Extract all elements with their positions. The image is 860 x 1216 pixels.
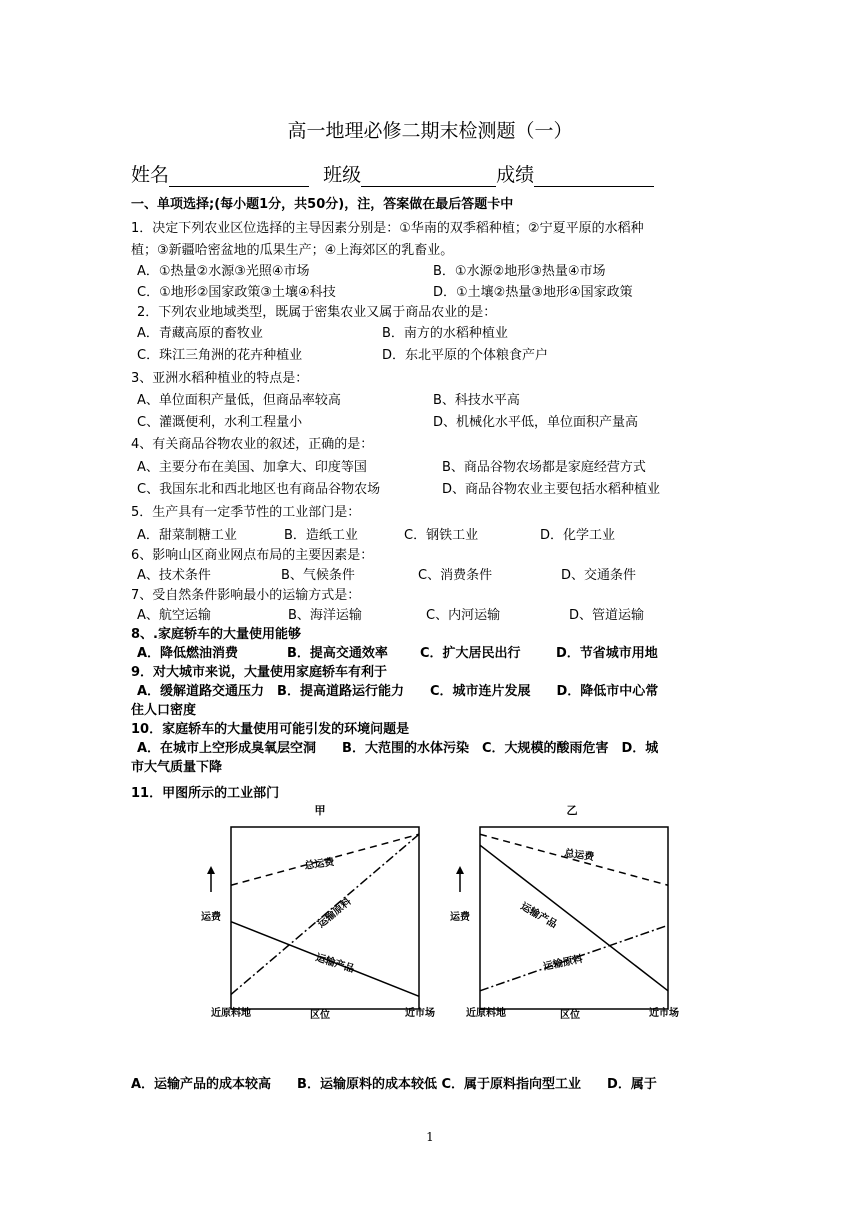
q6-option-b: B、气候条件 (281, 568, 355, 583)
q11-options: A．运输产品的成本较高 B．运输原料的成本较低 C．属于原料指向型工业 D．属于 (131, 1077, 657, 1092)
class-label: 班级 (323, 164, 362, 186)
q9-options-cont: 住人口密度 (131, 703, 197, 718)
q2-option-c: C．珠江三角洲的花卉种植业 (137, 348, 303, 363)
q1-stem-line1: 1．决定下列农业区位选择的主导因素分别是：①华南的双季稻种植；②宁夏平原的水稻种 (131, 221, 644, 236)
score-blank[interactable] (534, 166, 654, 187)
series-label: 运输产品 (314, 952, 356, 976)
series-label: 总运费 (563, 848, 595, 864)
q7-option-d: D、管道运输 (569, 608, 645, 623)
q1-option-b: B．①水源②地形③热量④市场 (433, 264, 606, 279)
q3-option-b: B、科技水平高 (433, 393, 520, 408)
q5-stem: 5．生产具有一定季节性的工业部门是： (131, 505, 361, 520)
q10-options: A．在城市上空形成臭氧层空洞 B．大范围的水体污染 C．大规模的酸雨危害 D．城 (137, 741, 659, 756)
x-label: 区位 (310, 1010, 330, 1021)
page-number: 1 (426, 1130, 434, 1144)
q5-option-b: B．造纸工业 (284, 528, 358, 543)
name-blank[interactable] (169, 166, 309, 187)
q4-stem: 4、有关商品谷物农业的叙述，正确的是： (131, 437, 374, 452)
y-label: 运费 (201, 912, 221, 923)
q2-option-b: B．南方的水稻种植业 (382, 326, 508, 341)
q8-option-d: D．节省城市用地 (556, 646, 658, 661)
q3-option-a: A、单位面积产量低，但商品率较高 (137, 393, 341, 408)
section-heading: 一、单项选择;(每小题1分，共50分)，注，答案做在最后答题卡中 (131, 197, 514, 212)
q1-stem-line2: 植；③新疆哈密盆地的瓜果生产；④上海郊区的乳畜业。 (131, 243, 454, 258)
series-label: 运输原料 (315, 896, 354, 931)
y-arrow-icon (207, 866, 215, 874)
q5-option-c: C．钢铁工业 (404, 528, 479, 543)
x-tick-label: 近原料地 (211, 1008, 251, 1019)
y-label: 运费 (450, 912, 470, 923)
q3-option-c: C、灌溉便利，水利工程量小 (137, 415, 303, 430)
q4-option-c: C、我国东北和西北地区也有商品谷物农场 (137, 482, 381, 497)
q8-option-b: B．提高交通效率 (287, 646, 388, 661)
series-label: 运输产品 (518, 901, 559, 931)
q6-option-a: A、技术条件 (137, 568, 211, 583)
series-line (231, 922, 419, 997)
x-tick-label: 近原料地 (466, 1008, 506, 1019)
chart-jia (195, 800, 455, 1030)
name-label: 姓名 (131, 164, 170, 186)
q9-options: A．缓解道路交通压力 B．提高道路运行能力 C．城市连片发展 D．降低市中心常 (137, 684, 659, 699)
q1-option-c: C．①地形②国家政策③土壤④科技 (137, 285, 336, 300)
q2-option-d: D．东北平原的个体粮食产户 (382, 348, 549, 363)
q7-stem: 7、受自然条件影响最小的运输方式是： (131, 588, 361, 603)
chart-yi-svg (444, 800, 704, 1030)
x-tick-label: 近市场 (649, 1008, 679, 1019)
chart-jia-svg (195, 800, 455, 1030)
q7-option-c: C、内河运输 (426, 608, 501, 623)
x-tick-label: 近市场 (405, 1008, 435, 1019)
series-line (480, 834, 668, 885)
x-label: 区位 (560, 1010, 580, 1021)
student-info-bar (131, 160, 654, 187)
q8-option-c: C．扩大居民出行 (420, 646, 521, 661)
q2-stem: 2．下列农业地域类型，既属于密集农业又属于商品农业的是： (137, 305, 497, 320)
q5-option-d: D．化学工业 (540, 528, 616, 543)
q8-stem: 8、.家庭轿车的大量使用能够 (131, 627, 301, 642)
q2-option-a: A．青藏高原的畜牧业 (137, 326, 263, 341)
q11-stem: 11．甲图所示的工业部门 (131, 786, 280, 801)
q4-option-a: A、主要分布在美国、加拿大、印度等国 (137, 460, 367, 475)
q10-stem: 10．家庭轿车的大量使用可能引发的环境问题是 (131, 722, 410, 737)
series-line (231, 834, 419, 885)
q6-option-c: C、消费条件 (418, 568, 493, 583)
q1-option-d: D．①土壤②热量③地形④国家政策 (433, 285, 633, 300)
chart-yi (444, 800, 704, 1030)
y-arrow-icon (456, 866, 464, 874)
q7-option-a: A、航空运输 (137, 608, 211, 623)
chart-title: 甲 (314, 804, 326, 817)
q10-options-cont: 市大气质量下降 (131, 760, 223, 775)
series-label: 运输原料 (542, 953, 584, 973)
chart-title: 乙 (566, 804, 578, 817)
score-label: 成绩 (496, 164, 535, 186)
q3-option-d: D、机械化水平低，单位面积产量高 (433, 415, 639, 430)
series-line (480, 845, 668, 991)
page-title: 高一地理必修二期末检测题（一） (287, 120, 573, 142)
q1-option-a: A．①热量②水源③光照④市场 (137, 264, 310, 279)
q3-stem: 3、亚洲水稻种植业的特点是： (131, 371, 309, 386)
q6-option-d: D、交通条件 (561, 568, 637, 583)
q9-stem: 9．对大城市来说，大量使用家庭轿车有利于 (131, 665, 388, 680)
q7-option-b: B、海洋运输 (288, 608, 362, 623)
class-blank[interactable] (361, 166, 496, 187)
q8-option-a: A．降低燃油消费 (137, 646, 239, 661)
q4-option-d: D、商品谷物农业主要包括水稻种植业 (442, 482, 661, 497)
q4-option-b: B、商品谷物农场都是家庭经营方式 (442, 460, 646, 475)
q6-stem: 6、影响山区商业网点布局的主要因素是： (131, 548, 374, 563)
q5-option-a: A．甜菜制糖工业 (137, 528, 237, 543)
series-label: 总运费 (303, 856, 336, 872)
